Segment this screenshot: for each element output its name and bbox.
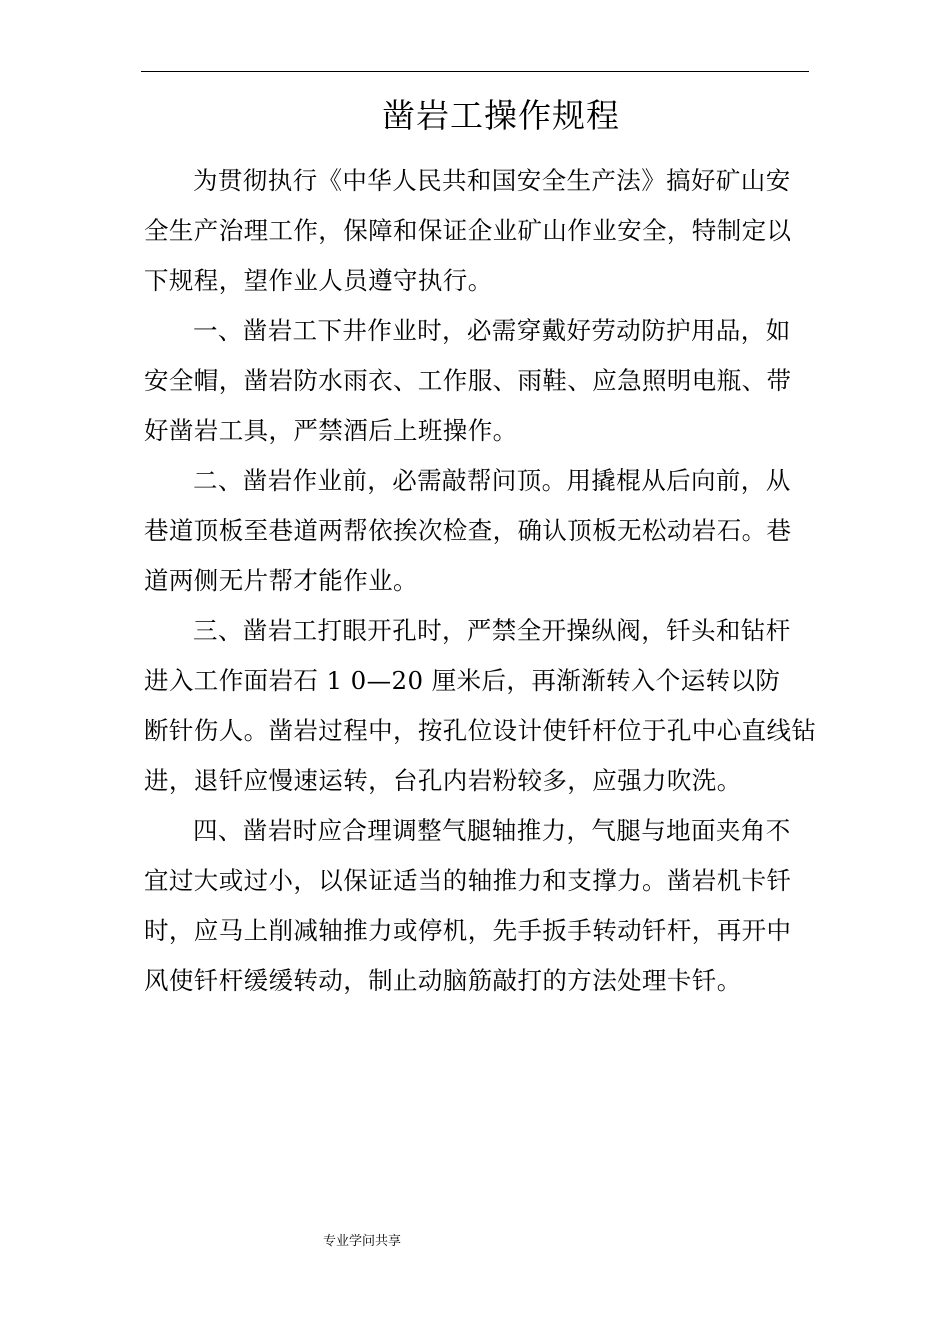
paragraph-line: 巷道顶板至巷道两帮依挨次检查，确认顶板无松动岩石。巷 [144, 516, 792, 545]
header-rule [141, 71, 809, 72]
paragraph-line: 好凿岩工具，严禁酒后上班操作。 [144, 416, 518, 445]
paragraph-line: 三、凿岩工打眼开孔时，严禁全开操纵阀，钎头和钻杆 [193, 616, 791, 645]
paragraph-rule-1 [144, 306, 816, 456]
document-title: 凿岩工操作规程 [382, 96, 620, 135]
paragraph-rule-4 [144, 806, 816, 1006]
paragraph-line: 断针伤人。凿岩过程中，按孔位设计使钎杆位于孔中心直线钻 [144, 716, 817, 745]
paragraph-line: 下规程，望作业人员遵守执行。 [144, 266, 493, 295]
paragraph-rule-2 [144, 456, 816, 606]
paragraph-line: 为贯彻执行《中华人民共和国安全生产法》搞好矿山安 [193, 166, 791, 195]
paragraph-intro [144, 156, 816, 306]
paragraph-line: 四、凿岩时应合理调整气腿轴推力，气腿与地面夹角不 [193, 816, 791, 845]
paragraph-line: 全生产治理工作，保障和保证企业矿山作业安全，特制定以 [144, 216, 792, 245]
document-body [144, 156, 816, 1006]
paragraph-line: 进入工作面岩石 1 0—20 厘米后，再渐渐转入个运转以防 [144, 666, 781, 695]
paragraph-line: 安全帽，凿岩防水雨衣、工作服、雨鞋、应急照明电瓶、带 [144, 366, 792, 395]
paragraph-line: 进，退钎应慢速运转，台孔内岩粉较多，应强力吹洗。 [144, 766, 742, 795]
paragraph-line: 二、凿岩作业前，必需敲帮问顶。用撬棍从后向前，从 [193, 466, 791, 495]
paragraph-line: 风使钎杆缓缓转动，制止动脑筋敲打的方法处理卡钎。 [144, 966, 742, 995]
paragraph-line: 道两侧无片帮才能作业。 [144, 566, 418, 595]
paragraph-line: 一、凿岩工下井作业时，必需穿戴好劳动防护用品，如 [193, 316, 791, 345]
paragraph-line: 时，应马上削减轴推力或停机，先手扳手转动钎杆，再开中 [144, 916, 792, 945]
paragraph-rule-3 [144, 606, 816, 806]
paragraph-line: 宜过大或过小，以保证适当的轴推力和支撑力。凿岩机卡钎 [144, 866, 792, 895]
page-footer: 专业学问共享 [323, 1234, 402, 1249]
